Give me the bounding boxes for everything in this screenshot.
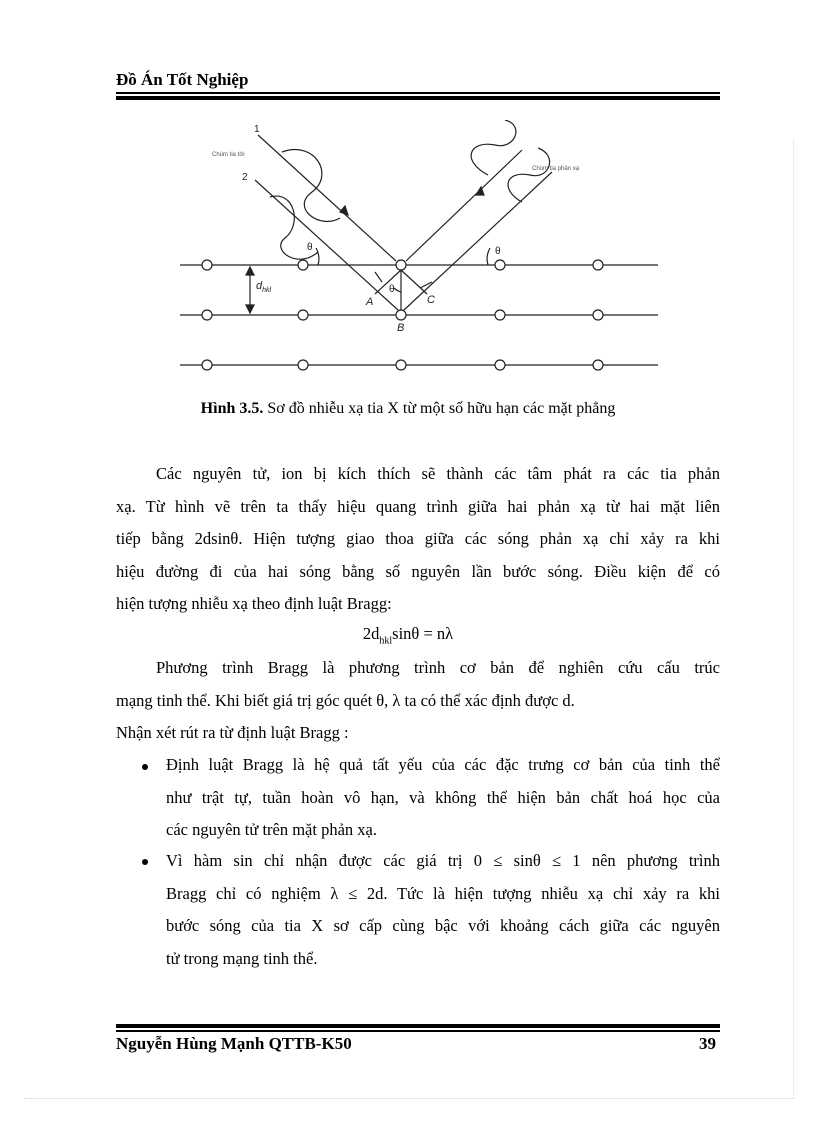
bullet-1-line: Định luật Bragg là hệ quả tất yếu của các đặc trưng cơ bản của tinh thể xyxy=(166,755,720,774)
point-a-label: A xyxy=(366,296,374,308)
paragraph-2-line: Phương trình Bragg là phương trình cơ bản để nghiên cứu cấu trúc xyxy=(156,658,720,677)
reflected-beam-label: Chùm tia phản xạ xyxy=(532,166,580,172)
page-edge-bottom xyxy=(24,1098,794,1099)
page-number: 39 xyxy=(699,1034,716,1053)
incident-arrow xyxy=(340,206,348,215)
theta-center-label: θ xyxy=(389,284,395,295)
incident-beam-label: Chùm tia tới xyxy=(212,152,245,158)
bullet-1-line: như trật tự, tuần hoàn vô hạn, và không thể hiện bản chất hoá học của xyxy=(166,787,720,807)
ray-2-label: 2 xyxy=(242,172,248,183)
remarks-heading xyxy=(116,717,720,750)
bullet-2-line: bước sóng của tia X sơ cấp cùng bậc với khoảng cách giữa các nguyên xyxy=(166,916,720,935)
theta-left-label: θ xyxy=(307,242,313,253)
a-tick xyxy=(375,272,382,282)
bullet-icon xyxy=(142,859,148,865)
bragg-diagram xyxy=(170,120,670,385)
paragraph-1-line: hiện tượng nhiễu xạ theo định luật Bragg: xyxy=(116,594,392,613)
bragg-formula xyxy=(0,624,816,646)
d-letter: d xyxy=(256,280,263,292)
header-rule-top xyxy=(116,92,720,94)
footer-author: Nguyễn Hùng Mạnh QTTB-K50 xyxy=(116,1034,352,1053)
atom xyxy=(298,360,308,370)
bullet-2-line: tử trong mạng tinh thể. xyxy=(166,948,318,968)
bullet-1 xyxy=(166,749,720,847)
d-arrow-up xyxy=(246,267,254,275)
point-c-label: C xyxy=(427,294,435,306)
atom xyxy=(202,260,212,270)
ray-1-label: 1 xyxy=(254,124,260,135)
paragraph-1-line: xạ. Từ hình vẽ trên ta thấy hiệu quang trình giữa hai phản xạ từ hai mặt liên xyxy=(116,496,720,516)
bullet-2-line: Vì hàm sin chỉ nhận được các giá trị 0 ≤ sinθ ≤ 1 nên phương trình xyxy=(166,851,720,870)
incident-wave-1 xyxy=(282,150,340,222)
atom xyxy=(202,310,212,320)
remarks-heading-text: Nhận xét rút ra từ định luật Bragg : xyxy=(116,723,349,742)
header-title: Đồ Án Tốt Nghiệp xyxy=(116,70,249,89)
formula-rest: sinθ = nλ xyxy=(392,624,454,643)
paragraph-1 xyxy=(116,458,720,621)
d-spacing-label xyxy=(256,280,271,294)
atom xyxy=(593,310,603,320)
segment-c xyxy=(401,270,427,294)
caption-number: Hình 3.5. xyxy=(200,400,264,417)
atom xyxy=(495,310,505,320)
atom xyxy=(396,260,406,270)
paragraph-1-line: Các nguyên tử, ion bị kích thích sẽ thành các tâm phát ra các tia phản xyxy=(156,464,720,483)
footer-rule-top xyxy=(116,1024,720,1028)
incident-ray-1 xyxy=(258,135,396,261)
formula-prefix: 2d xyxy=(362,624,380,643)
atom xyxy=(593,260,603,270)
caption-text: Sơ đồ nhiễu xạ tia X từ một số hữu hạn các mặt phẳng xyxy=(263,400,616,417)
paragraph-2-line: mạng tinh thể. Khi biết giá trị góc quét θ, λ ta có thể xác định được d. xyxy=(116,690,575,710)
reflected-wave-1 xyxy=(471,120,516,175)
atom xyxy=(298,260,308,270)
atom xyxy=(396,360,406,370)
footer-rule-bottom xyxy=(116,1030,720,1032)
atom xyxy=(495,360,505,370)
reflected-ray-1 xyxy=(406,150,522,261)
header-rule-bottom xyxy=(116,96,720,100)
theta-right-label: θ xyxy=(495,246,501,257)
theta-arc-right xyxy=(487,248,490,265)
d-subscript: hkl xyxy=(262,287,272,295)
paragraph-2 xyxy=(116,652,720,717)
point-b-label: B xyxy=(397,322,405,334)
theta-arc-center xyxy=(394,288,401,292)
bullet-1-line: các nguyên tử trên mặt phản xạ. xyxy=(166,820,377,839)
atom xyxy=(396,310,406,320)
formula-subscript: hkl xyxy=(379,635,393,647)
bullet-icon xyxy=(142,764,148,770)
atom xyxy=(593,360,603,370)
d-arrow-down xyxy=(246,305,254,313)
atom xyxy=(202,360,212,370)
paragraph-1-line: tiếp bằng 2dsinθ. Hiện tượng giao thoa giữa các sóng phản xạ chỉ xảy ra khi xyxy=(116,529,720,548)
paragraph-1-line: hiệu đường đi của hai sóng bằng số nguyên lần bước sóng. Điều kiện để có xyxy=(116,561,720,581)
bullet-2 xyxy=(166,845,720,975)
page-edge-right xyxy=(793,140,794,1098)
atom xyxy=(495,260,505,270)
incident-ray-2 xyxy=(255,180,398,310)
theta-arc-left xyxy=(316,248,319,265)
figure-caption xyxy=(0,400,816,418)
bullet-2-line: Bragg chỉ có nghiệm λ ≤ 2d. Tức là hiện tượng nhiễu xạ chỉ xảy ra khi xyxy=(166,883,720,903)
atom xyxy=(298,310,308,320)
bragg-diagram-svg xyxy=(170,120,670,385)
